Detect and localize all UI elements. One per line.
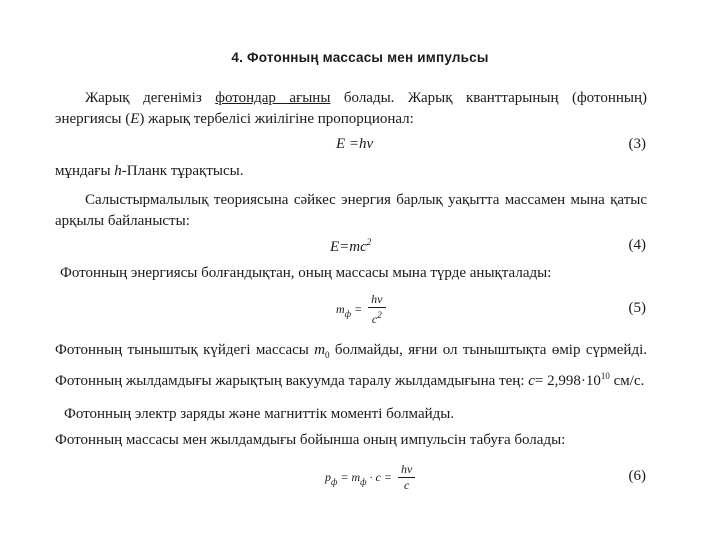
equation-3: E =hv [336,136,374,152]
equation-6-mid: = m [337,469,361,484]
equation-6-number: (6) [628,468,646,484]
equation-6 [325,462,418,493]
equation-4-lhs: E=mc [330,239,367,255]
equation-6-numerator: hv [398,462,415,478]
equation-5-denom-power: 2 [377,310,382,320]
equation-5-numerator: hv [368,292,385,308]
equation-4-power: 2 [366,237,372,247]
equation-5 [336,292,389,327]
speed-of-light-symbol: c [528,373,535,389]
equation-4 [330,237,371,256]
equation-5-equals: = [351,301,366,316]
energy-symbol: E [130,111,140,127]
paragraph-light-flux [55,88,647,130]
equation-5-denominator [372,308,382,327]
paragraph-planck [55,161,647,182]
paragraph-relativity: Салыстырмалылық теориясына сәйкес энергия барлық уақытта массамен мына қатыс арқылы байланысты: [55,192,647,229]
equation-5-number: (5) [628,300,646,316]
paragraph-rest-mass [55,340,647,392]
p1-text-c: ) жарық тербелісі жиілігіне пропорционал: [139,111,414,127]
speed-value: = 2,998·10 [534,373,601,389]
planck-symbol: h [114,163,122,179]
rest-mass-symbol: m [314,342,326,358]
equation-6-denominator: c [403,478,410,492]
section-title: 4. Фотонның массасы мен импульсы [231,50,489,65]
equation-6-msub: ф [360,476,367,487]
speed-unit: см/с. [609,373,645,389]
p1-text-b: болады. Жарық кванттарының (фотонның) энергиясы ( [55,90,647,127]
equation-5-sub: ф [344,308,352,319]
equation-5-m: m [336,301,345,316]
equation-3-number: (3) [628,136,646,152]
paragraph-momentum: Фотонның массасы мен жылдамдығы бойынша оның импульсін табуға болады: [55,432,566,448]
photon-flux-link[interactable]: фотондар ағыны [215,90,331,106]
p5-text-a: Фотонның тыныштық күйдегі массасы [55,342,315,358]
speed-power: 10 [600,371,610,381]
p1-text-a: Жарық дегеніміз [85,90,216,106]
equation-6-dot: · c = [366,469,395,484]
rest-mass-sub: 0 [325,350,330,360]
p2-text-a: мұндағы [55,163,115,179]
paragraph-charge: Фотонның электр заряды және магниттік моменті болмайды. [64,406,455,422]
p2-text-b: -Планк тұрақтысы. [121,163,244,179]
equation-5-denom-c: c [371,312,378,326]
paragraph-photon-mass: Фотонның энергиясы болғандықтан, оның массасы мына түрде анықталады: [60,265,552,281]
equation-4-number: (4) [628,237,646,253]
equation-6-fraction [398,462,415,493]
equation-6-psub: ф [331,476,338,487]
equation-5-fraction [368,292,385,327]
equation-6-p: p [325,469,331,484]
p5-text-b: болмайды, яғни ол тыныштықта өмір сүрмейді. Фотонның жылдамдығы жарықтың вакуумда таралу жылдамдығына тең: [55,342,647,389]
